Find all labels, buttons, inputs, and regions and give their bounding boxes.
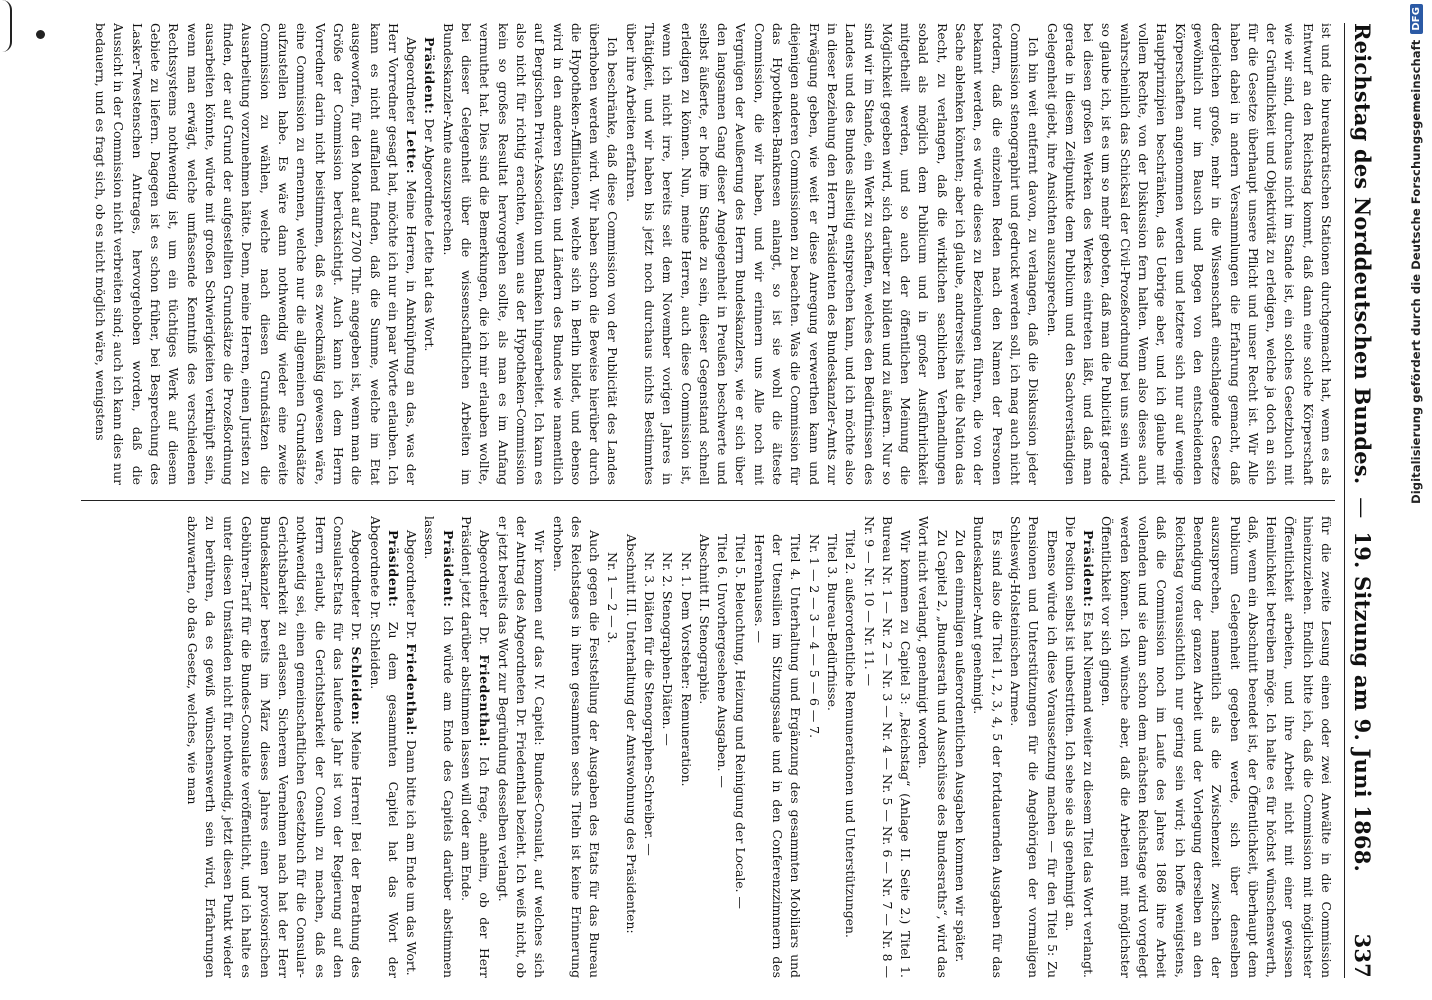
budget-item: Nr. 3. Diäten für die Stenographen-Schreiber. — xyxy=(642,552,658,856)
right-paragraph-3: Ebenso würde ich diese Voraussetzung machen — für den Titel 5: Zu Pensionen und Unterstützungen für die Angehörigen der vormaligen Schleswig-Holsteinischen Armee. xyxy=(1007,516,1060,978)
right-paragraph-13 xyxy=(402,516,420,978)
running-title-left: Reichstag des Norddeutschen Bundes. xyxy=(1350,23,1376,485)
speaker-name: Präsident: xyxy=(1081,530,1097,608)
digitization-credit xyxy=(1406,4,1426,994)
left-column xyxy=(81,23,1335,485)
speaker-name: Friedenthal: xyxy=(404,643,420,736)
speaker-name: Lette: xyxy=(404,129,420,175)
speech-text: Der Abgeordnete Lette hat das Wort. xyxy=(422,118,438,352)
budget-item: Nr. 1. Dem Vorsteher: Remuneration. xyxy=(678,552,694,787)
right-paragraph-12 xyxy=(420,516,457,978)
right-paragraph-14 xyxy=(365,516,402,978)
left-paragraph-2: Ich bin weit entfernt davon, zu verlangen, daß die Diskussion jeder Commission stenographirt und gedruckt werden soll, ich mag auch nicht fordern, daß die einzelnen Reden nach den Namen der Personen bekannt werden, es würde dieses zu Beziehungen führen, die von der Sache ablenken könnten; aber ich glaube, andrerseits hat die Nation das Recht, zu verlangen, daß die wirklichen sachlichen Verhandlungen sobald als möglich dem Publicum und in großer Ausführlichkeit mitgetheilt werden, und so auch der öffentlichen Meinung die Möglichkeit gegeben wird, sich darüber zu bilden und zu äußern. Nur so sind wir im Stande, ein Werk zu schaffen, welches den Bedürfnissen des Landes und des Bundes allseitig entsprechen kann, und ich möchte also in dieser Beziehung den Herrn Präsidenten des Bundeskanzler-Amts zur Erwägung geben, wie weit er diese Anregung verwerthen kann und diejenigen anderen Commissionen zu beachten. Was die Commission für das Hypotheken-Banknesen anlangt, so ist sie wohl die älteste Commission, die wir haben, und wir erinnern uns Alle noch mit Vergnügen der Aeußerung des Herrn Bundeskanzlers, wie er sich über den langsamen Gang dieser Angelegenheit in Preußen beschwerte und selbst äußerte, er hoffe im Stande zu sein, dieser Gegenstand schnell erledigen zu können. Nun, meine Herren, auch diese Commission ist, wenn ich nicht irre, bereits seit dem November vorigen Jahres in Thätigkeit, und wir haben bis jetzt noch durchaus nichts Bestimmtes über ihre Arbeiten erfahren. xyxy=(623,23,1042,485)
speech-text: Dann bitte ich am Ende um das Wort. xyxy=(404,739,420,976)
page-edge-mark xyxy=(0,0,12,52)
left-paragraph-4 xyxy=(420,23,438,485)
budget-item: Nr. 1 — 2 — 3 — 4 — 5 — 6 — 7. xyxy=(806,534,822,739)
budget-item: Abschnitt II. Stenographie. xyxy=(696,534,712,705)
right-paragraph-6: Zu Capitel 2, „Bundesrath und Ausschüsse des Bundesraths“, wird das Wort nicht verlangt, genehmigt worden. xyxy=(916,516,950,978)
budget-item: Titel 3. Bureau-Bedürfnisse. xyxy=(824,534,840,711)
running-title-right: 19. Sitzung am 9. Juni 1868. xyxy=(1350,531,1376,873)
right-paragraph-4: Es sind also die Titel 1, 2, 3, 4, 5 der fortdauernden Ausgaben für das Bundeskanzler-Amt genehmigt. xyxy=(971,516,1005,978)
budget-item: Nr. 1 — 2 — 3. xyxy=(605,552,621,644)
scan-dot xyxy=(36,30,45,39)
speech-text: Meine Herren! Bei der Berathung des Consulats-Etats für das laufende Jahr ist von der Regierung auf den Herrn erlaubt, die Gerichtsbarkeit der Consuln zu machen, daß es nothwendig sei, einen gemeinschaftlichen Gesetzbuch für die Consular-Gerichtsbarkeit zu erlassen. Sicherem Vernehmen nach hat der Herr Bundeskanzler bereits im März dieses Jahres einen provisorischen Gebühren-Tarif für die Bundes-Consulate veröffentlicht, und ich halte es unter diesen Umständen nicht für nothwendig, jetzt diesen Punkt wieder zu berühren, da es gewiß wünschenswerth sein wird, Erfahrungen abzuwarten, ob das Gesetz, welches, wie man xyxy=(184,516,365,978)
text-columns xyxy=(81,23,1335,978)
speech-text: Es hat Niemand weiter zu diesem Titel das Wort verlangt. Die Position selbst ist unbestritten. Ich sehe sie als genehmigt an. xyxy=(1062,516,1097,978)
right-paragraph-9: Auch gegen die Feststellung der Ausgaben des Etats für das Bureau des Reichstages in ihren gesammten sechs Titeln ist keine Erinnerung erhoben. xyxy=(550,516,603,978)
speaker-title: Abgeordneter Dr. xyxy=(404,530,420,640)
speech-text: Ich frage, anheim, ob der Herr Präsident jetzt darüber abstimmen lassen will oder am Ende. xyxy=(459,516,493,978)
column-divider xyxy=(81,500,1335,502)
running-title-separator: — xyxy=(1350,497,1375,519)
speech-text: Meine Herren, in Anknüpfung an das, was der Herr Vorredner gesagt hat, möchte ich nur ein paar Worte erlauben. Ich kann es nicht auffallend finden, daß die Summe, welche im Etat ausgeworfen, für den Monat auf 2700 Thlr. angegeben ist, wenn man die Größe der Commission berücksichtigt. Auch kann ich dem Herrn Vorredner darin nicht beistimmen, daß es zweckmäßig gewesen wäre, eine Commission zu ernennen, welche nur die allgemeinen Grundsätze aufzustellen habe. Es wäre dann nothwendig wieder eine zweite Commission zu wählen, welche nach diesen Grundsätzen die Ausarbeitung vorzunehmen hätte. Denn, meine Herren, einen Juristen zu finden, der auf Grund der aufgestellten Grundsätze die Prozeßordnung ausarbeiten könnte, würde mit großen Schwierigkeiten verknüpft sein, wenn man erwägt, welche umfassende Kenntniß des verschiedenen Rechtssystems nothwendig ist, um ein tüchtiges Werk auf diesem Gebiete zu liefern. Dagegen ist es schon früher, bei Besprechung des Lasker-Twestenschen Antrages, hervorgehoben worden, daß die Aussicht in der Commission nicht verbreiten sind; auch ich kann dies nur bedauern, und es fragt sich, ob es nicht möglich wäre, wenigstens xyxy=(93,23,420,485)
speaker-title: Abgeordneter Dr. xyxy=(477,530,493,645)
speaker-name: Schleiden: xyxy=(349,646,365,726)
speaker-title: Abgeordneter xyxy=(404,37,420,125)
right-paragraph-10: Wir kommen auf das IV. Capitel: Bundes-Consulat, auf welches sich der Antrag des Abgeordneten Dr. Friedenthal bezieht. Ich weiß nicht, ob er jetzt bereits das Wort zur Begründung desselben verlangt. xyxy=(495,516,548,978)
digitization-credit-text xyxy=(1406,4,1426,994)
speaker-name: Präsident: xyxy=(422,37,438,115)
speaker-name: Präsident: xyxy=(385,530,401,608)
document-page xyxy=(81,23,1381,978)
right-paragraph-11 xyxy=(457,516,494,978)
right-paragraph-8: Titel 2. außerordentliche Remunerationen und Unterstützungen. xyxy=(843,530,859,938)
left-paragraph-3: Ich beschränke, daß diese Commission von der Publicität des Landes überhoben werden wird. Wir haben schon die Beweise hierüber durch die Hypotheken-Affiliationen, welche sich in Berlin bildet, und ebenso wird in den anderen Städten und Ländern des Bundes wie namentlich auf Bergischen Privat-Association und Banken hingearbeitet. Ich kann es also nicht für richtig erachten, wenn aus der Hypotheken-Commission kein so großes Resultat hervorgehen sollte, als man es im Anfang vermuthet hat. Dies sind die Bemerkungen, die ich mir erlauben wollte, bei dieser Gelegenheit über die wissenschaftlichen Arbeiten im Bundeskanzler-Amte auszusprechen. xyxy=(440,23,621,485)
right-paragraph-15 xyxy=(182,516,365,978)
right-column xyxy=(81,516,1335,978)
page-number: 337 xyxy=(1350,933,1376,978)
speech-text: Zu dem gesammten Capitel hat das Wort der Abgeordnete Dr. Schleiden. xyxy=(367,516,401,978)
running-title xyxy=(1351,23,1376,872)
right-paragraph-5: Zu den einmaligen außerordentlichen Ausgaben kommen wir später. xyxy=(953,530,969,963)
budget-item: Nr. 2. Stenographen-Diäten. — xyxy=(660,552,676,746)
digitization-note: Digitalisierung gefördert durch die Deutsche Forschungsgemeinschaft xyxy=(1409,39,1423,504)
right-paragraph-7: Wir kommen zu Capitel 3: „Reichstag“ (Anlage II. Seite 2.) Titel 1. Bureau Nr. 1 — Nr. 2 — Nr. 3 — Nr. 4 — Nr. 5 — Nr. 6 — Nr. 7 — Nr. 8 — Nr. 9 — Nr. 10 — Nr. 11. — xyxy=(861,516,914,978)
dfg-logo: DFG xyxy=(1410,4,1423,34)
right-paragraph-1: für die zweite Lesung einen oder zwei Anwälte in die Commission hineinzuziehen. Endlich bitte ich, daß die Commission mit möglichster Öffentlichkeit arbeiten, und ihre Arbeit nicht mit einer gewissen Heimlichkeit betreiben möge. Ich halte es für höchst wünschenswerth, daß, wenn ein Abschnitt beendet ist, der Öffentlichkeit, überhaupt dem Publicum Gelegenheit gegeben werde, sich über denselben auszusprechen, namentlich als die Zwischenzeit zwischen der Beendigung der ganzen Arbeit und der Vorlegung derselben an den Reichstag voraussichtlich nur gering sein wird; ich hoffe wenigstens, daß die Commission noch im Laufe des Jahres 1868 ihre Arbeit vollenden und sie dann schon dem nächsten Reichstage wird vorgelegt werden können. Ich wünsche aber, daß die Arbeiten mit möglichster Öffentlichkeit vor sich gingen. xyxy=(1099,516,1334,978)
speaker-name: Friedenthal: xyxy=(477,654,493,747)
left-paragraph-5 xyxy=(91,23,420,485)
right-paragraph-2 xyxy=(1061,516,1098,978)
speaker-title: Abgeordneter Dr. xyxy=(349,530,365,641)
budget-item: Titel 5. Beleuchtung, Heizung und Reinigung der Locale. — xyxy=(733,534,749,909)
budget-item: Titel 6. Unvorhergesehene Ausgaben. — xyxy=(715,534,731,788)
budget-item: Titel 4. Unterhaltung und Ergänzung des gesammten Mobiliars und der Utensilien im Sitzungssaale und in den Conferenzzimmern des Herrenhauses. — xyxy=(751,534,804,978)
left-paragraph-1: ist und die bureaukratischen Stationen durchgemacht hat, wenn es als Entwurf an den Reichstag kommt, daß dann eine solche Körperschaft wie wir sind, durchaus nicht im Stande ist, ein solches Gesetzbuch mit der Gründlichkeit und Objektivität zu erledigen, welche ja doch an sich für die Gesetze überhaupt unsere Pflicht und unser Recht ist. Wir Alle haben dabei in andern Versammlungen die Erfahrung gemacht, daß dergleichen große, mehr in die Wissenschaft einschlagende Gesetze gewöhnlich nur im Bausch und Bogen von den entscheidenden Körperschaften angenommen werden und letztere sich nur auf wenige Hauptprinzipien beschränken, das Uebrige aber, und ich glaube mit vollem Rechte, von der Diskussion fern halten. Wenn also dieses auch wahrscheinlich das Schicksal der Civil-Prozeßordnung bei uns sein wird, so glaube ich, ist es um so mehr geboten, daß man die Publicität gerade bei diesen großen Werken des Werkes eintreten läßt, und daß man gerade in diesem Zeitpunkte dem Publicum und den Sachverständigen Gelegenheit giebt, ihre Ansichten auszusprechen. xyxy=(1044,23,1334,485)
page-header xyxy=(1344,23,1381,978)
budget-item: Abschnitt III. Unterhaltung der Amtswohnung des Präsidenten: xyxy=(623,534,639,934)
speech-text: Ich würde am Ende des Capitels darüber abstimmen lassen. xyxy=(422,516,456,978)
speaker-name: Präsident: xyxy=(440,530,456,608)
